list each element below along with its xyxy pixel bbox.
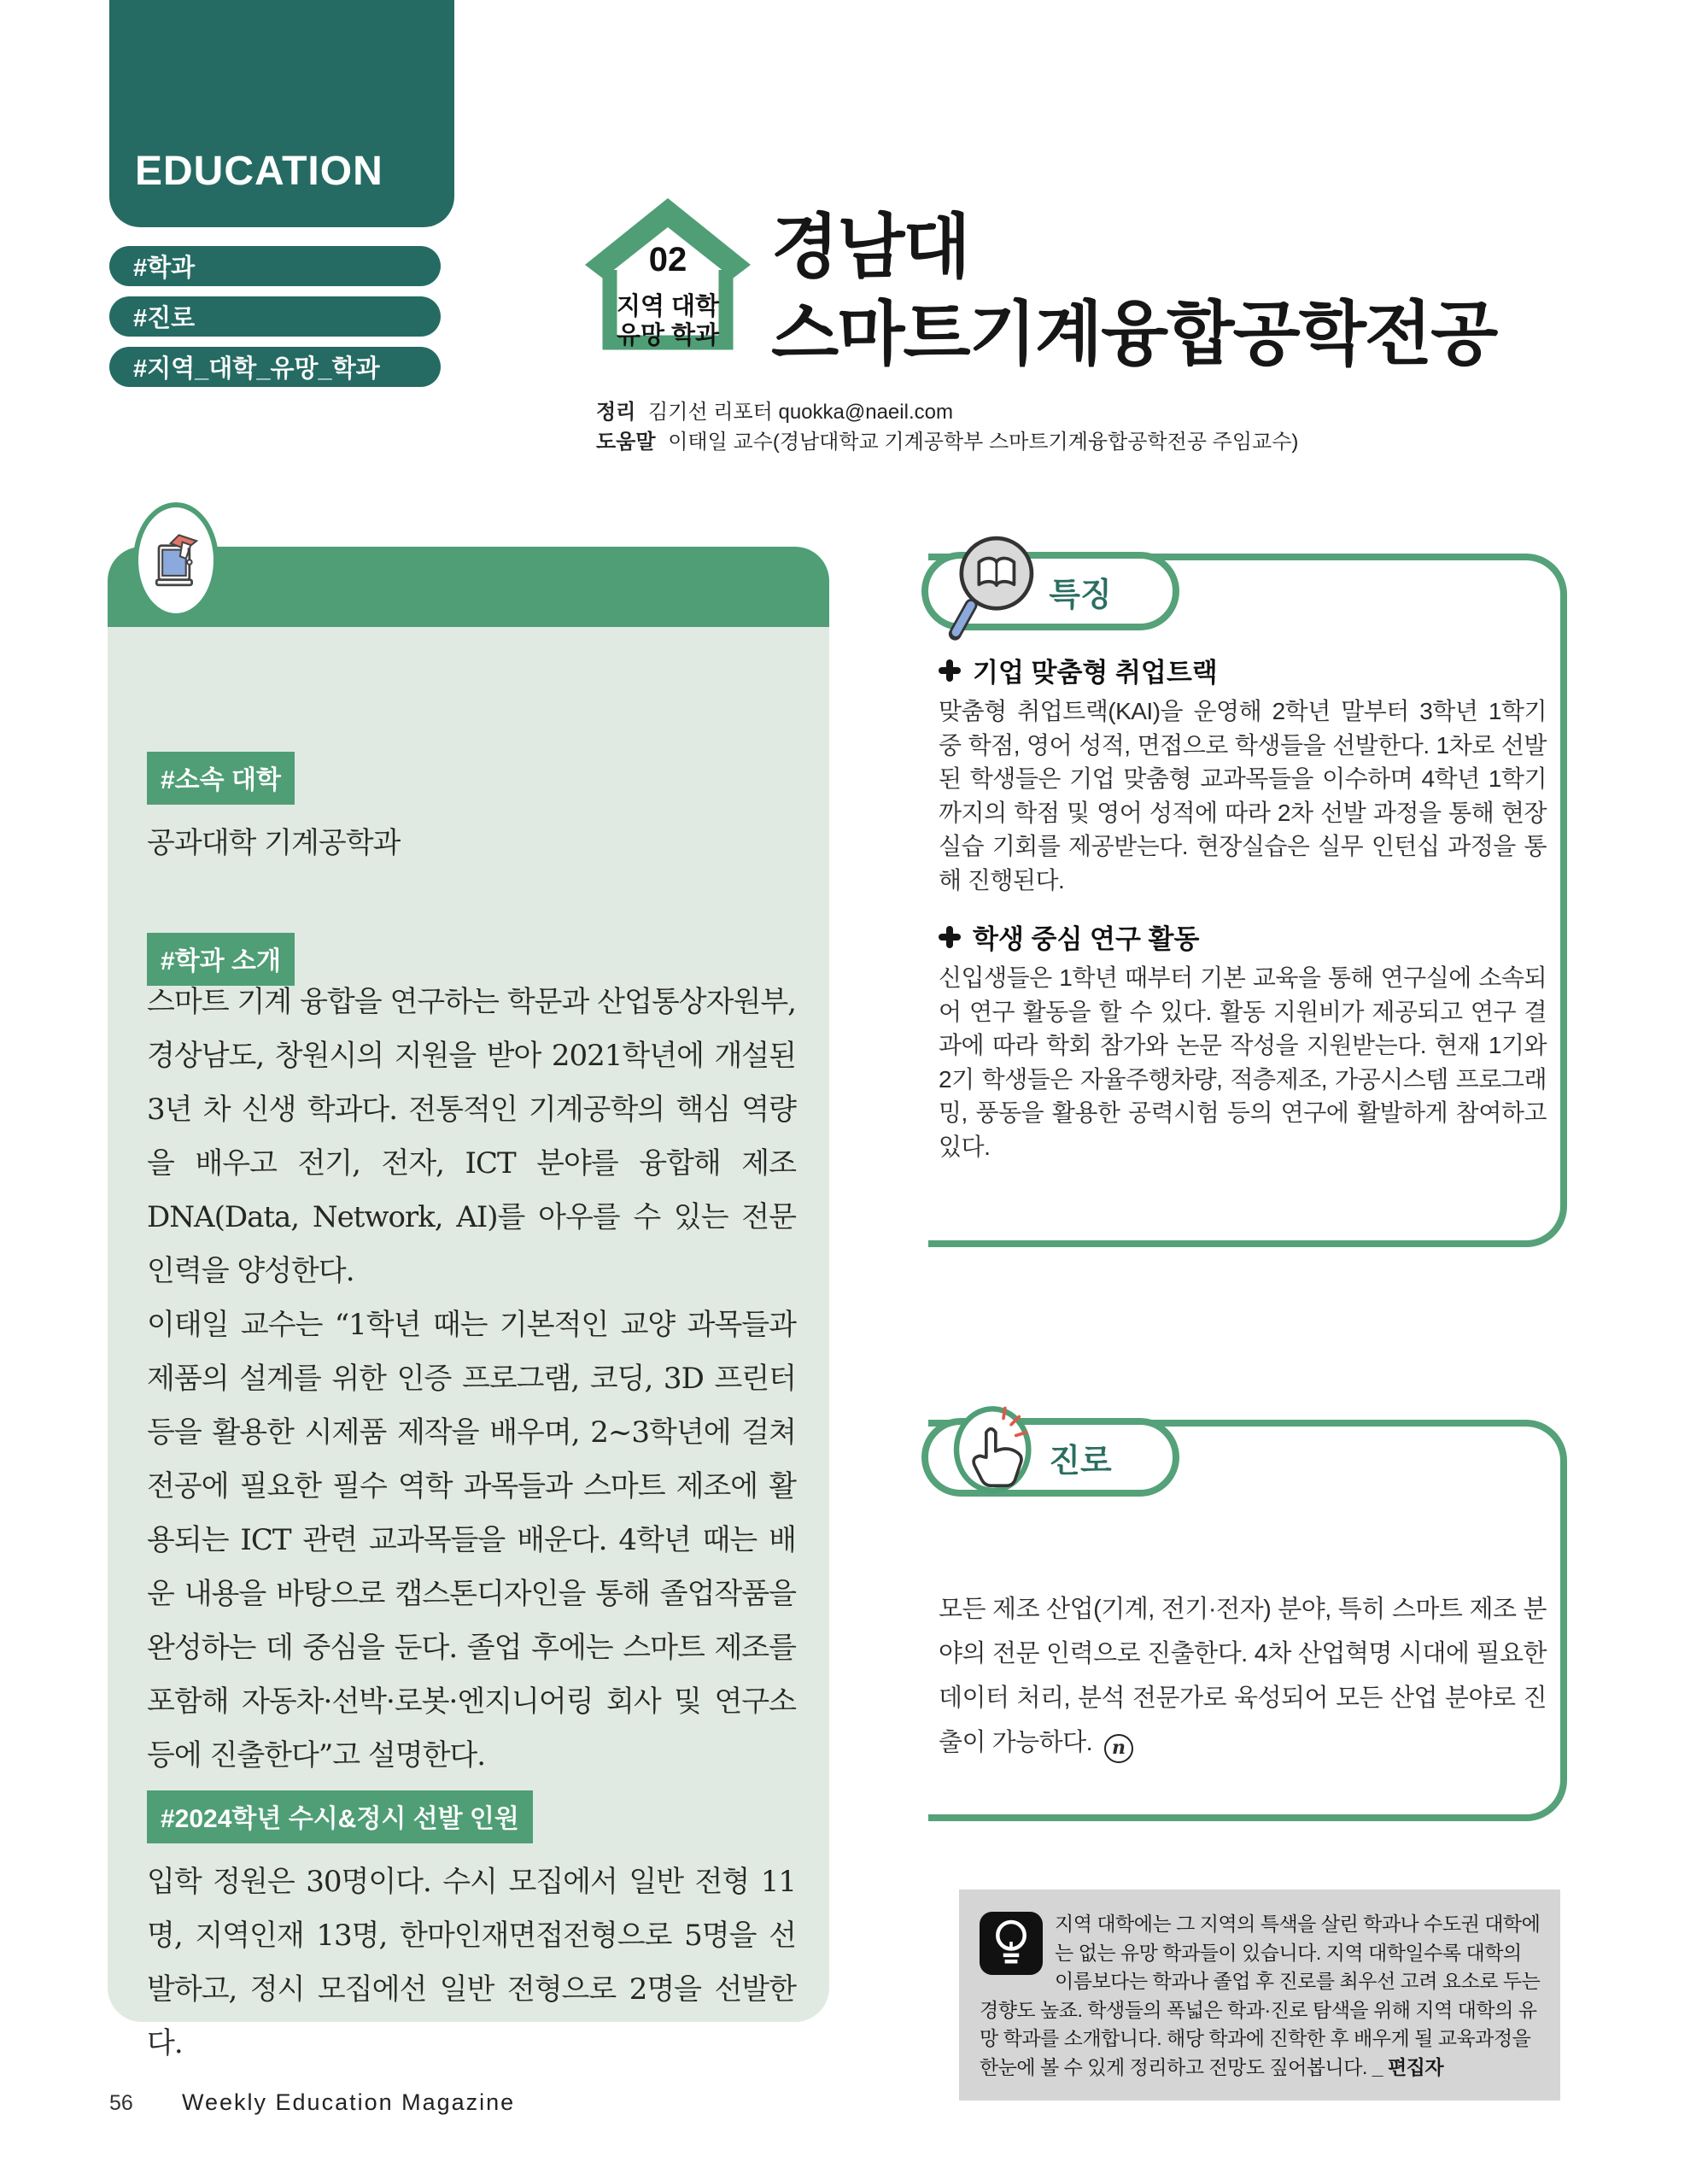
hashtag-pill-career bbox=[109, 296, 441, 337]
intro-paragraph-1: 스마트 기계 융합을 연구하는 학문과 산업통상자원부, 경상남도, 창원시의 지원을 받아 2021학년에 개설된 3년 차 신생 학과다. 전통적인 기계공학의 핵심 역량을 배우고 전기, 전자, ICT 분야를 융합해 제조DNA(Data, Network, AI)를 아우를 수 있는 전문 인력을 양성한다. bbox=[147, 985, 796, 1288]
lightbulb-icon bbox=[980, 1912, 1043, 1975]
series-label-line1: 지역 대학 bbox=[616, 293, 720, 320]
brand-title: EDUCATION bbox=[135, 149, 383, 194]
features-panel bbox=[928, 554, 1567, 1247]
credit-label: 정리 bbox=[596, 401, 636, 424]
career-title: 진로 bbox=[1049, 1443, 1112, 1480]
college-name: 공과대학 기계공학과 bbox=[147, 826, 401, 860]
department-info-panel bbox=[108, 547, 829, 2060]
panel-body bbox=[108, 627, 829, 2060]
career-text: 모든 제조 산업(기계, 전기·전자) 분야, 특히 스마트 제조 분야의 전문 인력으로 진출한다. 4차 산업혁명 시대에 필요한 데이터 처리, 분석 전문가로 육성되어 모든 산업 분야로 진출이 가능하다. bbox=[939, 1596, 1547, 1756]
plus-bullet-icon bbox=[939, 659, 961, 682]
credit-text: 이태일 교수(경남대학교 기계공학부 스마트기계융합공학전공 주임교수) bbox=[668, 431, 1299, 454]
admission-quota: 입학 정원은 30명이다. 수시 모집에서 일반 전형 11명, 지역인재 13명, 한마인재면접전형으로 5명을 선발하고, 정시 모집에선 일반 전형으로 2명을 선발한다. bbox=[147, 1865, 796, 2060]
page-number: 56 bbox=[109, 2091, 133, 2115]
editor-note-body: 지역 대학에는 그 지역의 특색을 살린 학과나 수도권 대학에는 없는 유망 학과들이 있습니다. 지역 대학일수록 대학의 이름보다는 학과나 졸업 후 진로를 최우선 고려 요소로 두는 경향도 높죠. 학생들의 폭넓은 학과·진로 탐색을 위해 지역 대학의 유망 학과를 소개합니다. 해당 학과에 진학한 후 배우게 될 교육과정을 한눈에 볼 수 있게 정리하고 전망도 짚어봅니다. bbox=[980, 1913, 1541, 2078]
tablet-gradcap-icon bbox=[133, 502, 219, 618]
credit-text: 김기선 리포터 quokka@naeil.com bbox=[648, 401, 953, 424]
feature-body-research: 신입생들은 1학년 때부터 기본 교육을 통해 연구실에 소속되어 연구 활동을 할 수 있다. 활동 지원비가 제공되고 연구 결과에 따라 학회 참가와 논문 작성을 지원받는다. 현재 1기와 2기 학생들은 자율주행차량, 적층제조, 가공시스템 프로그래밍, 풍동을 활용한 공력시험 등의 연구에 활발하게 참여하고 있다. bbox=[939, 964, 1547, 1160]
education-brand-block bbox=[109, 0, 454, 227]
career-panel bbox=[928, 1420, 1567, 1821]
credit-reporter bbox=[596, 395, 953, 425]
feature-heading-text: 기업 맞춤형 취업트랙 bbox=[973, 658, 1218, 688]
feature-heading-text: 학생 중심 연구 활동 bbox=[973, 924, 1200, 954]
department-intro bbox=[147, 976, 796, 1783]
section-badge-intro: #학과 소개 bbox=[147, 933, 295, 986]
hashtag-pill-regional bbox=[109, 347, 441, 387]
magazine-name: Weekly Education Magazine bbox=[182, 2089, 516, 2115]
hashtag-pill-department bbox=[109, 246, 441, 286]
career-tab bbox=[921, 1418, 1179, 1497]
credit-advisor bbox=[596, 425, 1298, 454]
career-content bbox=[939, 1587, 1547, 1765]
editor-note bbox=[959, 1890, 1560, 2101]
feature-heading-research bbox=[939, 917, 1547, 956]
feature-heading-track bbox=[939, 651, 1547, 689]
features-title: 특징 bbox=[1049, 577, 1112, 613]
click-hand-icon bbox=[947, 1397, 1041, 1506]
section-badge-college: #소속 대학 bbox=[147, 752, 295, 805]
intro-paragraph-2: 이태일 교수는 “1학년 때는 기본적인 교양 과목들과 제품의 설계를 위한 인증 프로그램, 코딩, 3D 프린터 등을 활용한 시제품 제작을 배우며, 2~3학년에 걸쳐 전공에 필요한 필수 역학 과목들과 스마트 제조에 활용되는 ICT 관련 교과목들을 배운다. 4학년 때는 배운 내용을 바탕으로 캡스톤디자인을 통해 졸업작품을 완성하는 데 중심을 둔다. 졸업 후에는 스마트 제조를 포함해 자동차·선박·로봇·엔지니어링 회사 및 연구소 등에 진출한다”고 설명한다. bbox=[147, 1308, 796, 1772]
hashtag-label: #지역_대학_유망_학과 bbox=[133, 355, 380, 383]
feature-body-track: 맞춤형 취업트랙(KAI)을 운영해 2학년 말부터 3학년 1학기 중 학점, 영어 성적, 면접으로 학생들을 선발한다. 1차로 선발된 학생들은 기업 맞춤형 교과목들을 이수하며 4학년 1학기까지의 학점 및 영어 성적에 따라 2차 선발 과정을 통해 현장실습 기회를 제공받는다. 현장실습은 실무 인턴십 과정을 통해 진행된다. bbox=[939, 698, 1547, 894]
editor-signature: _ 편집자 bbox=[1372, 2055, 1444, 2078]
features-content bbox=[939, 560, 1547, 1163]
naeil-logo-icon: n bbox=[1104, 1734, 1133, 1763]
series-number: 02 bbox=[648, 241, 687, 278]
hashtag-label: #진로 bbox=[133, 305, 196, 332]
page-title-line2: 스마트기계융합공학전공 bbox=[771, 296, 1497, 373]
features-tab bbox=[921, 552, 1179, 630]
section-badge-admission: #2024학년 수시&정시 선발 인원 bbox=[147, 1790, 533, 1843]
page-title-line1: 경남대 bbox=[771, 208, 969, 286]
editor-note-text bbox=[980, 1913, 1540, 2078]
house-icon bbox=[583, 196, 752, 350]
series-label-line2: 유망 학과 bbox=[616, 322, 720, 349]
hashtag-label: #학과 bbox=[133, 255, 196, 282]
credit-label: 도움말 bbox=[596, 431, 656, 454]
plus-bullet-icon bbox=[939, 926, 961, 948]
magnifier-book-icon bbox=[947, 531, 1043, 648]
